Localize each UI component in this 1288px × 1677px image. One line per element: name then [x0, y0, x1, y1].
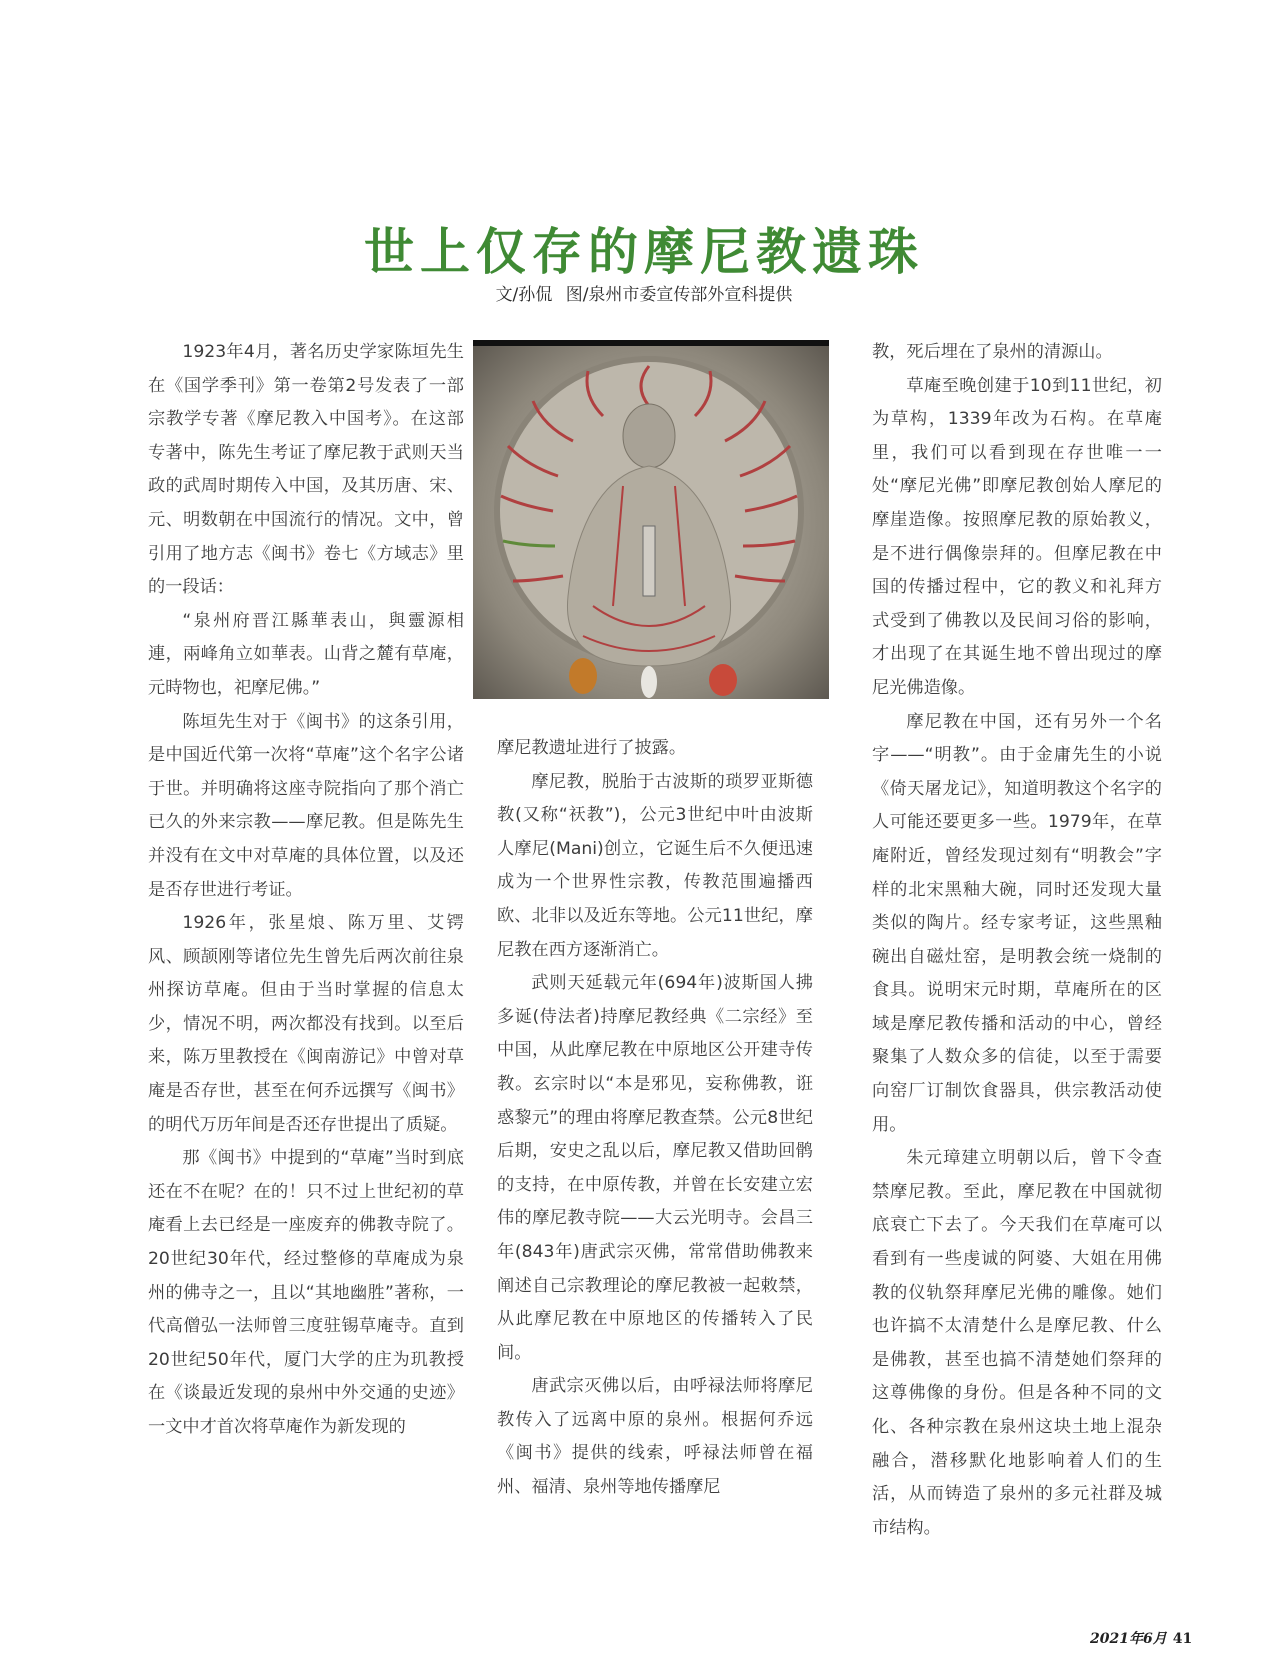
head [623, 404, 675, 468]
text-column-1 [148, 336, 464, 1445]
paragraph: 1923年4月，著名历史学家陈垣先生在《国学季刊》第一卷第2号发表了一部宗教学专著《摩尼教入中国考》。在这部专著中，陈先生考证了摩尼教于武则天当政的武周时期传入中国，及其历唐、宋、元、明数朝在中国流行的情况。文中，曾引用了地方志《闽书》卷七《方域志》里的一段话： [148, 342, 464, 598]
paragraph: 那《闽书》中提到的“草庵”当时到底还在不在呢？在的！只不过上世纪初的草庵看上去已经是一座废弃的佛教寺院了。20世纪30年代，经过整修的草庵成为泉州的佛寺之一，且以“其地幽胜”著称，一代高僧弘一法师曾三度驻锡草庵寺。直到20世纪50年代，厦门大学的庄为玑教授在《谈最近发现的泉州中外交通的史迹》一文中才首次将草庵作为新发现的 [148, 1148, 464, 1437]
page-number: 41 [1172, 1631, 1193, 1647]
byline [0, 280, 1288, 305]
text-column-3 [872, 336, 1162, 1545]
manichaean-buddha-relief-image [473, 340, 829, 699]
paragraph: 教，死后埋在了泉州的清源山。 [872, 342, 1113, 362]
offering-figure-right [709, 664, 737, 696]
relief-illustration [473, 346, 829, 699]
paragraph: 唐武宗灭佛以后，由呼禄法师将摩尼教传入了远离中原的泉州。根据何乔远《闽书》提供的线索，呼禄法师曾在福州、福清、泉州等地传播摩尼 [497, 1376, 813, 1498]
paragraph: 摩尼教在中国，还有另外一个名字——“明教”。由于金庸先生的小说《倚天屠龙记》，知道明教这个名字的人可能还要更多一些。1979年，在草庵附近，曾经发现过刻有“明教会”字样的北宋黑釉大碗，同时还发现大量类似的陶片。经专家考证，这些黑釉碗出自磁灶窑，是明教会统一烧制的食具。说明宋元时期，草庵所在的区域是摩尼教传播和活动的中心，曾经聚集了人数众多的信徒，以至于需要向窑厂订制饮食器具，供宗教活动使用。 [872, 711, 1162, 1135]
paragraph: 摩尼教，脱胎于古波斯的琐罗亚斯德教(又称“祆教”)，公元3世纪中叶由波斯人摩尼(Mani)创立，它诞生后不久便迅速成为一个世界性宗教，传教范围遍播西欧、北非以及近东等地。公元11世纪，摩尼教在西方逐渐消亡。 [497, 771, 813, 960]
paragraph: 武则天延载元年(694年)波斯国人拂多诞(侍法者)持摩尼教经典《二宗经》至中国，从此摩尼教在中原地区公开建寺传教。玄宗时以“本是邪见，妄称佛教，诳惑黎元”的理由将摩尼教查禁。公元8世纪后期，安史之乱以后，摩尼教又借助回鹘的支持，在中原传教，并曾在长安建立宏伟的摩尼教寺院——大云光明寺。会昌三年(843年)唐武宗灭佛，常常借助佛教来阐述自己宗教理论的摩尼教被一起敕禁，从此摩尼教在中原地区的传播转入了民间。 [497, 973, 813, 1363]
paragraph: 朱元璋建立明朝以后，曾下令查禁摩尼教。至此，摩尼教在中国就彻底衰亡下去了。今天我们在草庵可以看到有一些虔诚的阿婆、大姐在用佛教的仪轨祭拜摩尼光佛的雕像。她们也许搞不太清楚什么是摩尼教、什么是佛教，甚至也搞不清楚她们祭拜的这尊佛像的身份。但是各种不同的文化、各种宗教在泉州这块土地上混杂融合，潜移默化地影响着人们的生活，从而铸造了泉州的多元社群及城市结构。 [872, 1148, 1162, 1538]
quote-paragraph: “泉州府晋江縣華表山，與靈源相連，兩峰角立如華表。山背之麓有草庵，元時物也，祀摩尼佛。” [148, 610, 464, 698]
article-title: 世上仅存的摩尼教遗珠 [364, 222, 924, 281]
photo-credit: 图/泉州市委宣传部外宣科提供 [565, 285, 793, 305]
paragraph: 1926年，张星烺、陈万里、艾锷风、顾颉刚等诸位先生曾先后两次前往泉州探访草庵。但由于当时掌握的信息太少，情况不明，两次都没有找到。以至后来，陈万里教授在《闽南游记》中曾对草庵是否存世，甚至在何乔远撰写《闽书》的明代万历年间是否还存世提出了质疑。 [148, 913, 464, 1135]
clasped-hands [643, 526, 655, 596]
paragraph: 草庵至晚创建于10到11世纪，初为草构，1339年改为石构。在草庵里，我们可以看到现在存世唯一一处“摩尼光佛”即摩尼教创始人摩尼的摩崖造像。按照摩尼教的原始教义，是不进行偶像崇拜的。但摩尼教在中国的传播过程中，它的教义和礼拜方式受到了佛教以及民间习俗的影响，才出现了在其诞生地不曾出现过的摩尼光佛造像。 [872, 375, 1162, 698]
text-column-2 [497, 732, 813, 1505]
author-credit: 文/孙侃 [495, 285, 553, 305]
offering-figure-left [569, 658, 597, 694]
paragraph: 陈垣先生对于《闽书》的这条引用，是中国近代第一次将“草庵”这个名字公诸于世。并明确将这座寺院指向了那个消亡已久的外来宗教——摩尼教。但是陈先生并没有在文中对草庵的具体位置，以及还是否存世进行考证。 [148, 711, 464, 900]
page-footer [1090, 1628, 1192, 1648]
paragraph: 摩尼教遗址进行了披露。 [497, 738, 687, 758]
white-statue [641, 666, 657, 698]
issue-date: 2021年6月 [1090, 1631, 1167, 1647]
